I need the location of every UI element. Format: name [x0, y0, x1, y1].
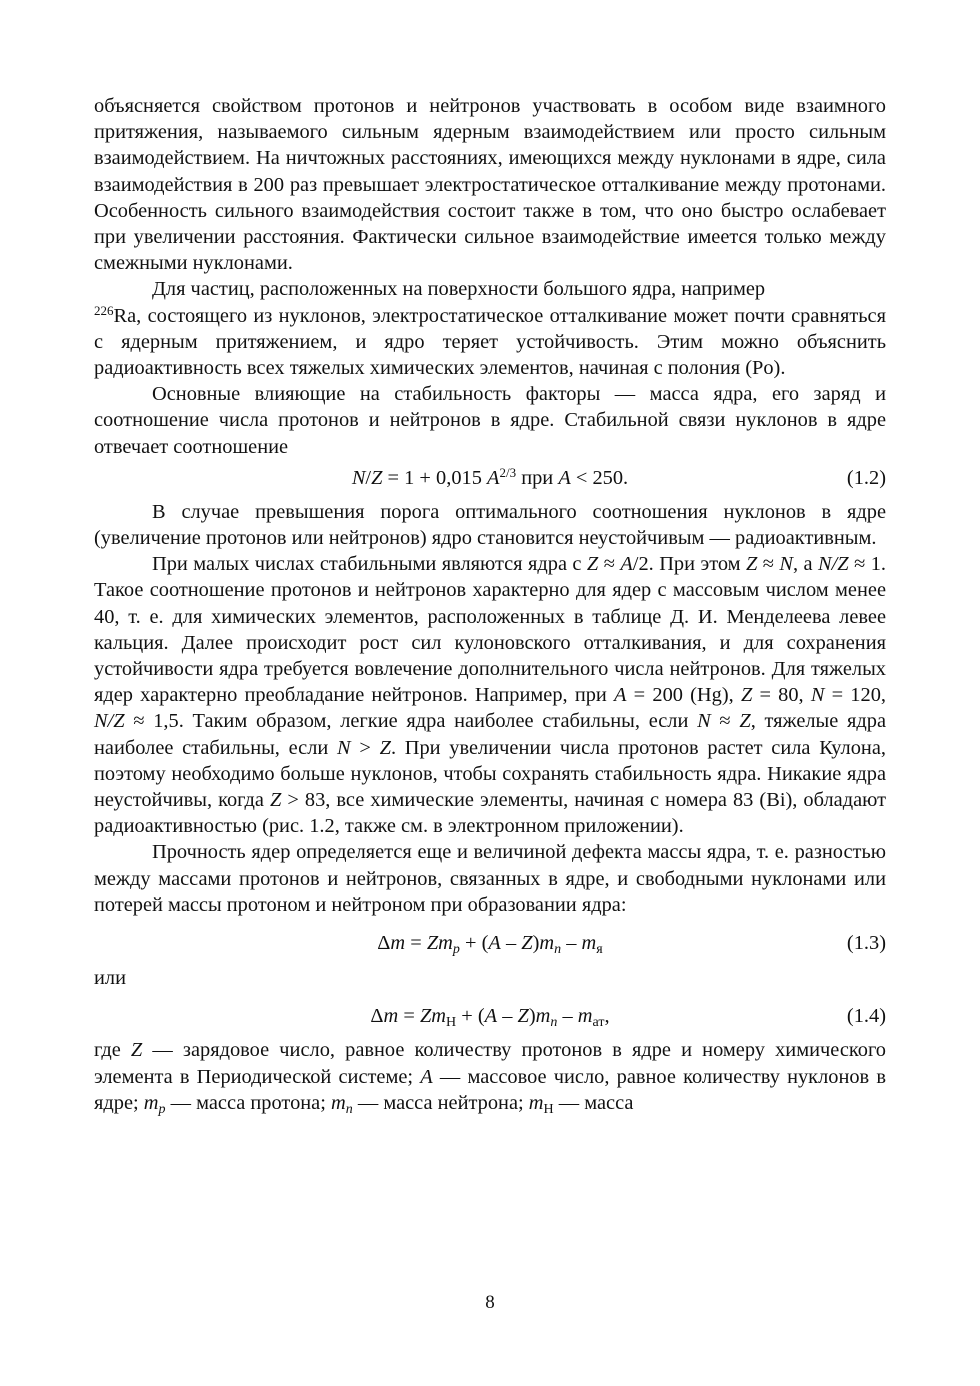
sym: N — [697, 710, 711, 733]
sym: + ( — [459, 932, 489, 955]
paragraph-3: Основные влияющие на стабильность факторы — масса ядра, его заряд и соотношение числа протонов и нейтронов в ядре. Стабильной связи нуклонов в ядре отвечает соотношение — [94, 383, 886, 458]
sym: N — [810, 684, 825, 707]
sym: = — [405, 932, 427, 955]
sym: = — [398, 1005, 420, 1028]
sym: + ( — [456, 1005, 485, 1028]
sym: n — [550, 1015, 558, 1031]
sym: m — [528, 1091, 544, 1114]
sym: A — [488, 932, 501, 955]
document-page — [94, 93, 886, 1116]
text: = 200 (Hg), — [626, 684, 741, 707]
sym: n — [345, 1101, 353, 1117]
sym: – — [557, 1005, 578, 1028]
sym: m — [383, 1005, 399, 1028]
sym: Z — [521, 932, 533, 955]
sym: Z — [739, 710, 751, 733]
text: ≈ — [598, 553, 621, 576]
sym: – — [497, 1005, 518, 1028]
or-connector: или — [94, 967, 126, 990]
sym: / — [365, 466, 372, 489]
sym: ат — [592, 1015, 605, 1031]
text: — массовое число, равное количеству нуклонов в ядре; — [94, 1065, 886, 1114]
sym: A — [487, 466, 500, 489]
sym: Δ — [370, 1005, 384, 1028]
text: — масса — [553, 1091, 634, 1114]
paragraph-2 — [94, 276, 886, 381]
text: Ra, состоящего из нуклонов, электростатическое отталкивание может почти сравняться с ядерным притяжением, и ядро теряет устойчивость. Этим можно объяснить радиоактивность всех тяжелых химических элементов, начиная с полония (Po). — [94, 304, 886, 380]
paragraph-4: В случае превышения порога оптимального соотношения нуклонов в ядре (увеличение протонов или нейтронов) ядро становится неустойчивым — радиоактивным. — [94, 500, 886, 550]
equation-1-2 — [94, 463, 886, 494]
paragraph-7 — [94, 1037, 886, 1116]
text: ≈ 1,5. Таким образом, легкие ядра наиболее стабильны, если — [124, 710, 698, 733]
equation-formula — [94, 463, 886, 494]
text: ≈ — [710, 710, 740, 733]
text: , тяжелые ядра наиболее стабильны, если — [94, 710, 887, 759]
sym: я — [596, 942, 603, 958]
equation-number: (1.3) — [846, 932, 886, 955]
sym: Z — [740, 684, 753, 707]
text: , а — [793, 553, 819, 576]
text: > — [350, 736, 380, 759]
text: > 83, все химические элементы, начиная с номера 83 (Bi), обладают радиоактивностью (рис. 1.2, также см. в электронном приложении). — [94, 789, 886, 838]
text: При малых числах стабильными являются ядра с — [152, 553, 587, 576]
sym: ) — [528, 1005, 536, 1028]
sym: N/Z — [94, 710, 125, 733]
sym: m — [390, 932, 406, 955]
sym: m — [438, 932, 453, 955]
sym: m — [581, 932, 597, 955]
equation-formula — [94, 1001, 886, 1032]
sym: N — [351, 466, 366, 489]
sym: Z — [269, 789, 282, 812]
text: где — [94, 1039, 131, 1062]
sym: A — [484, 1005, 498, 1028]
sym: ) — [532, 932, 540, 955]
sym: Z — [419, 1005, 432, 1028]
paragraph-1: объясняется свойством протонов и нейтронов участвовать в особом виде взаимного притяжения, называемого сильным ядерным взаимодействием или просто сильным взаимодействием. На ничтожных расстояниях, имеющихся между нуклонами в ядре, сила взаимодействия в 200 раз превышает электростатическое отталкивание между протонами. Особенность сильного взаимодействия состоит также в том, что оно быстро ослабевает при увеличении расстояния. Фактически сильное взаимодействие имеется только между смежными нуклонами. — [94, 95, 886, 275]
sym: p — [452, 942, 460, 958]
sym: , — [604, 1005, 610, 1028]
isotope-mass-number: 226 — [94, 302, 114, 318]
sym: N/Z — [818, 553, 849, 576]
sym: N — [337, 736, 351, 759]
page-number: 8 — [485, 1292, 495, 1313]
sym: A — [558, 466, 571, 489]
text: — масса нейтрона; — [352, 1091, 529, 1114]
sym: A — [614, 684, 627, 707]
sym: N — [779, 553, 794, 576]
sym: m — [143, 1091, 159, 1114]
text: /2. При этом — [632, 553, 746, 576]
text: = 120, — [824, 684, 886, 707]
text: ≈ 1. Такое соотношение протонов и нейтронов характерно для ядер с массовым числом менее 40, т. е. для химических элементов, расположенных в таблице Д. И. Менделеева левее кальция. Далее происходит рост сил кулоновского отталкивания, и для сохранения устойчивости ядра требуется вовлечение дополнительного числа нейтронов. Для тяжелых ядер характерно преобладание нейтронов. Например, при — [94, 553, 886, 707]
sym: m — [431, 1005, 447, 1028]
sym: n — [554, 942, 562, 958]
text: — зарядовое число, равное количеству протонов в ядре и номеру химического элемента в Периодической системе; — [94, 1039, 887, 1088]
sym: m — [539, 932, 555, 955]
text: = 80, — [752, 684, 811, 707]
sym: p — [158, 1101, 166, 1117]
sym: A — [420, 1065, 433, 1088]
sym: Δ — [377, 932, 391, 955]
sym: = 1 + 0,015 — [382, 466, 487, 489]
equation-1-4 — [94, 1001, 886, 1032]
sym: Z — [130, 1039, 143, 1062]
sym: Z — [379, 736, 391, 759]
exponent: 2/3 — [499, 464, 517, 480]
equation-number: (1.4) — [846, 1005, 886, 1028]
text: ≈ — [757, 553, 780, 576]
sym: Z — [586, 553, 599, 576]
text: . При увеличении числа протонов растет сила Кулона, поэтому необходимо больше нуклонов, чтобы сохранять стабильность ядра. Никакие ядра неустойчивы, когда — [94, 736, 886, 812]
sym: A — [620, 553, 633, 576]
text: — масса протона; — [165, 1091, 331, 1114]
equation-number: (1.2) — [846, 466, 886, 489]
sym: – — [561, 932, 582, 955]
paragraph-5 — [94, 551, 886, 839]
sym: m — [535, 1005, 551, 1028]
text: Для частиц, расположенных на поверхности большого ядра, например — [152, 278, 766, 301]
sym: Z — [426, 932, 439, 955]
equation-1-3 — [94, 928, 886, 959]
sym: H — [446, 1015, 457, 1031]
equation-formula — [94, 928, 886, 959]
paragraph-6: Прочность ядер определяется еще и величиной дефекта массы ядра, т. е. разностью между массами протонов и нейтронов, связанных в ядре, и свободными нуклонами или потерей массы протоном и нейтроном при образовании ядра: — [94, 841, 886, 916]
sym: m — [577, 1005, 593, 1028]
sym: Z — [517, 1005, 529, 1028]
sym: Z — [371, 466, 383, 489]
sym: при — [516, 466, 559, 489]
sym: – — [500, 932, 522, 955]
sym: < 250. — [570, 466, 629, 489]
sym: m — [331, 1091, 346, 1114]
sym: H — [543, 1101, 554, 1117]
sym: Z — [746, 553, 758, 576]
